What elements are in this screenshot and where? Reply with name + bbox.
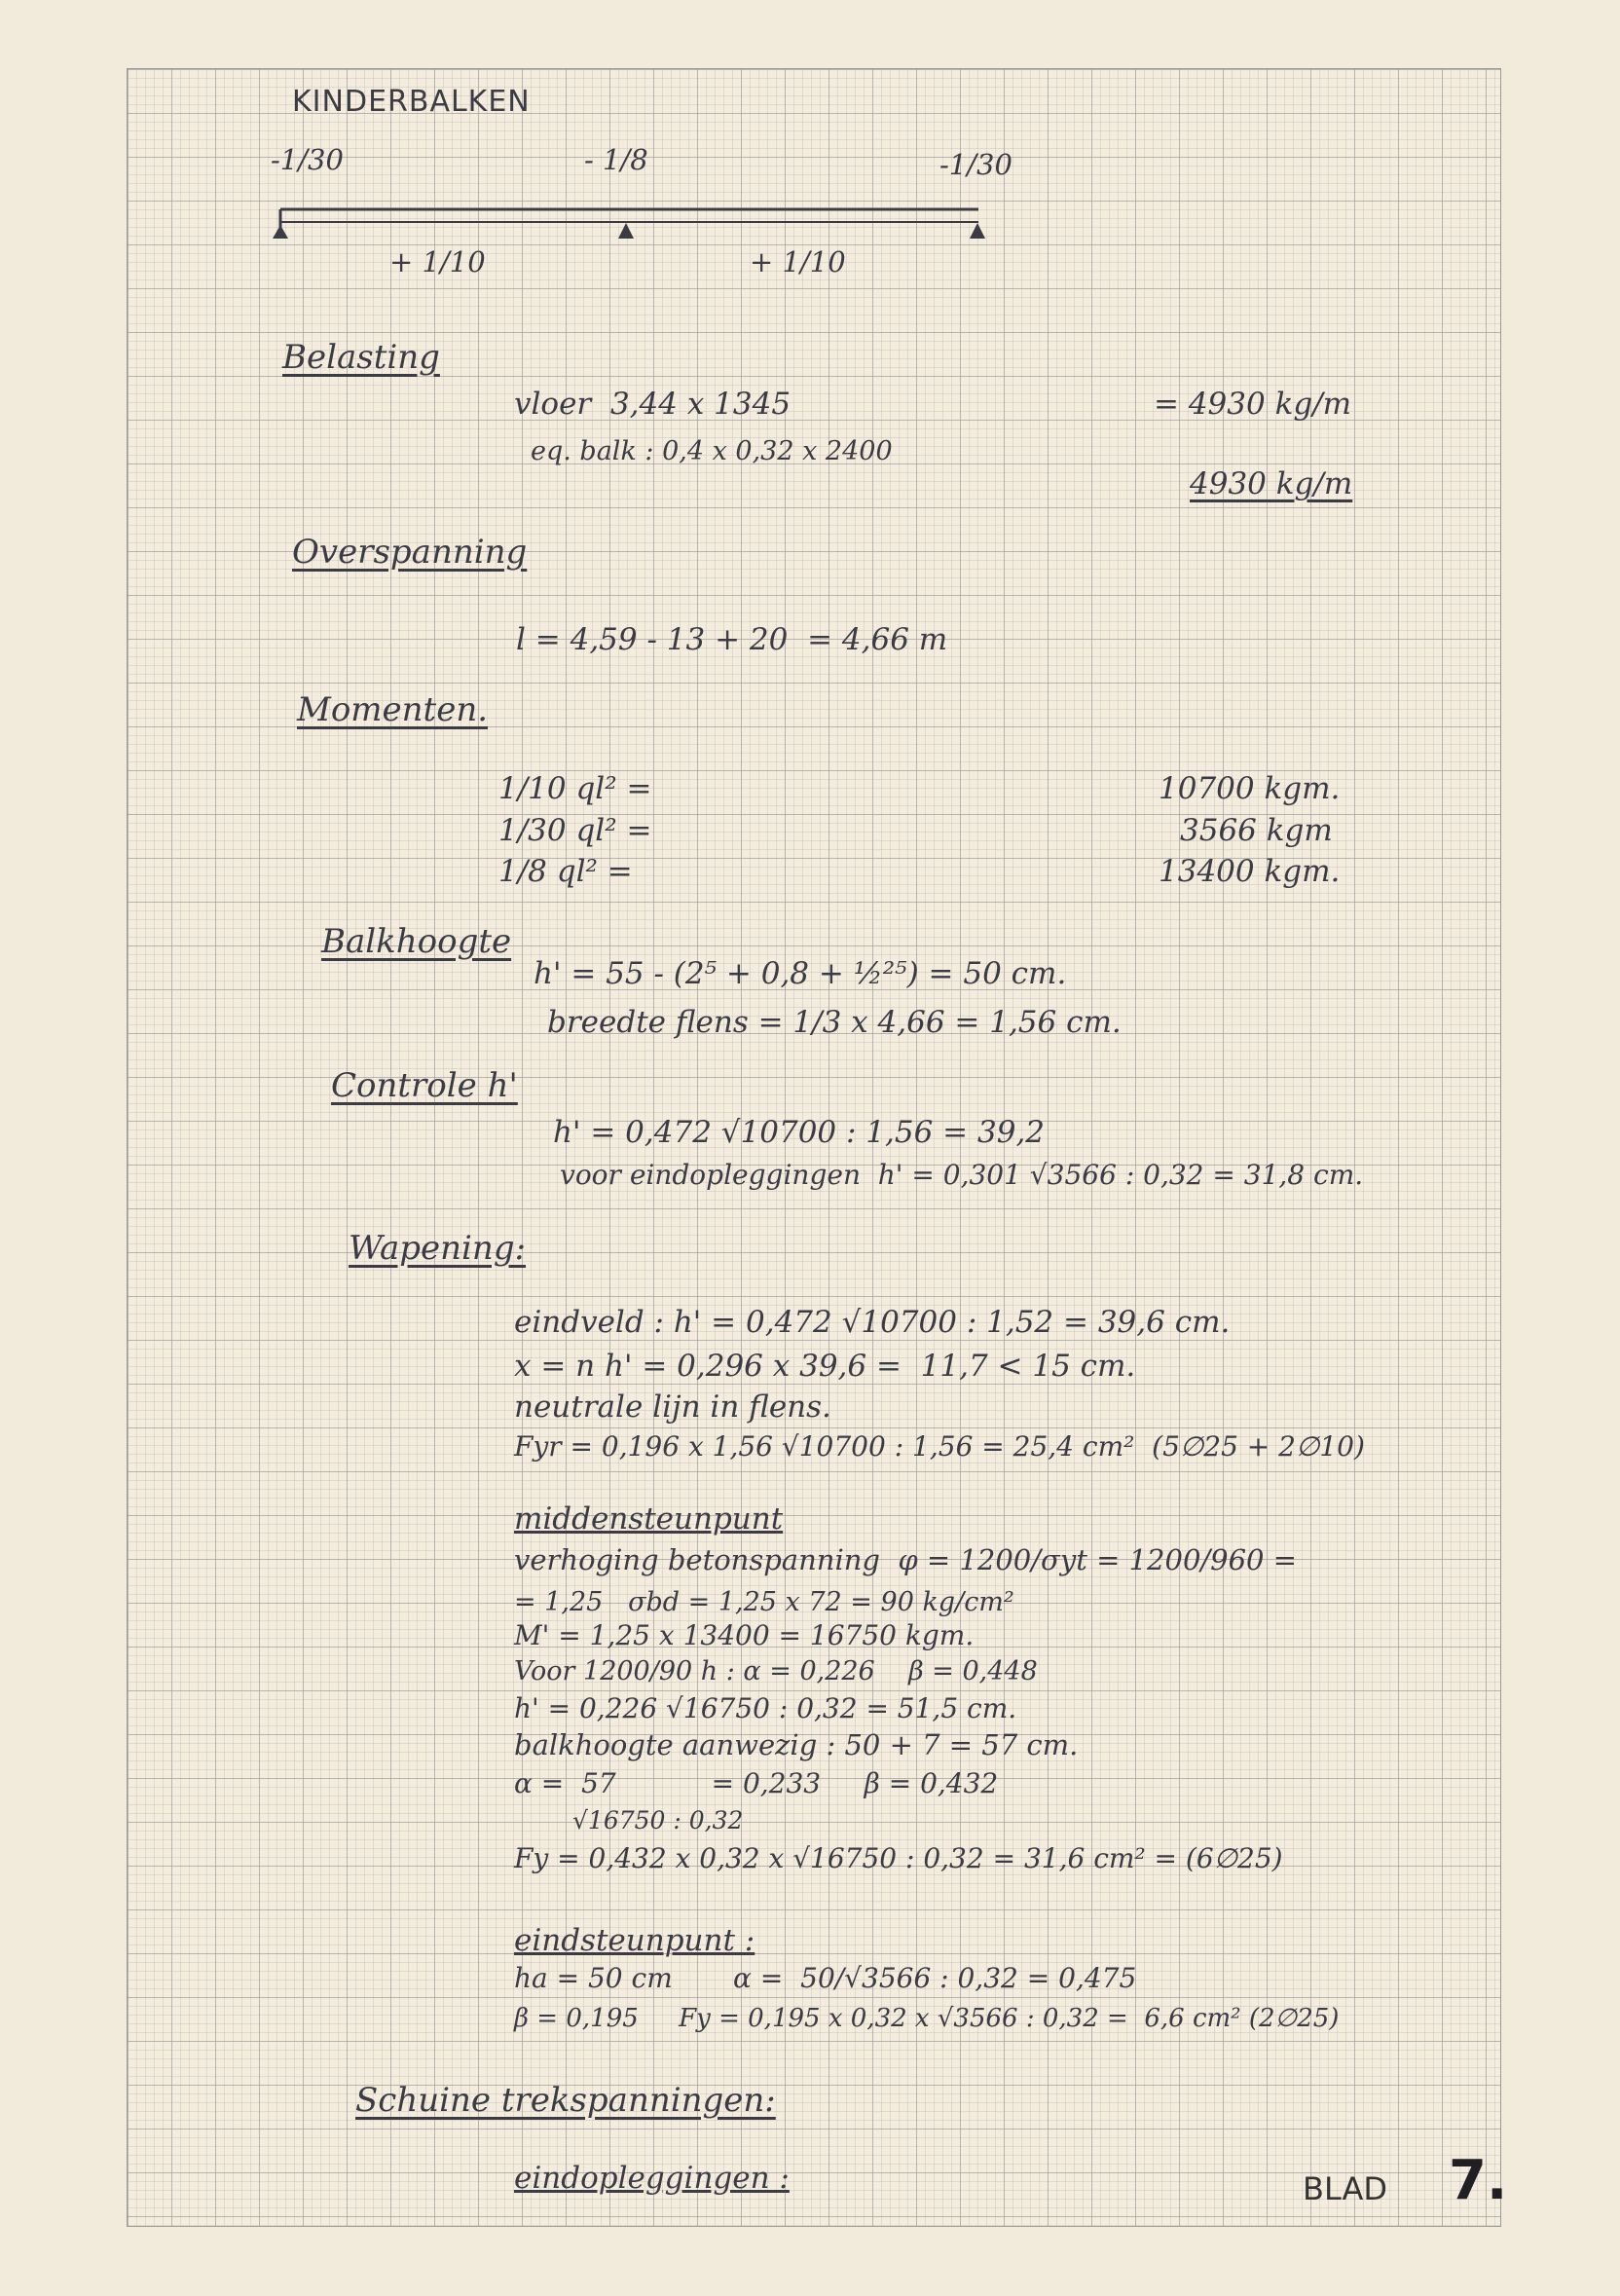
eindveld-line: neutrale lijn in flens.	[514, 1389, 831, 1425]
moment-row-label: 1/30 ql² =	[498, 813, 652, 848]
section-heading-belasting: Belasting	[282, 338, 440, 377]
midden-line: √16750 : 0,32	[572, 1806, 744, 1834]
moment-row-label: 1/10 ql² =	[498, 771, 652, 806]
belasting-result-1: = 4930 kg/m	[1154, 387, 1352, 422]
page-title: KINDERBALKEN	[292, 85, 531, 119]
eindveld-line: Fyr = 0,196 x 1,56 √10700 : 1,56 = 25,4 cm² (5∅25 + 2∅10)	[514, 1430, 1365, 1463]
midden-line: M' = 1,25 x 13400 = 16750 kgm.	[514, 1619, 975, 1651]
midden-line: Fy = 0,432 x 0,32 x √16750 : 0,32 = 31,6 cm² = (6∅25)	[514, 1842, 1283, 1874]
eind-line: β = 0,195 Fy = 0,195 x 0,32 x √3566 : 0,32 = 6,6 cm² (2∅25)	[514, 2004, 1340, 2033]
midden-line: h' = 0,226 √16750 : 0,32 = 51,5 cm.	[514, 1692, 1017, 1724]
belasting-line-2: eq. balk : 0,4 x 0,32 x 2400	[531, 436, 893, 466]
balkhoogte-line-1: h' = 55 - (2⁵ + 0,8 + ½²⁵) = 50 cm.	[534, 956, 1067, 991]
eindveld-line: x = n h' = 0,296 x 39,6 = 11,7 < 15 cm.	[514, 1349, 1136, 1384]
midden-line: middensteunpunt	[514, 1501, 784, 1537]
eind-line: eindsteunpunt :	[514, 1923, 755, 1958]
moment-row-label: 1/8 ql² =	[498, 854, 633, 889]
section-heading-momenten: Momenten.	[297, 690, 489, 729]
moment-label-right-support: -1/30	[939, 148, 1012, 181]
balkhoogte-line-2: breedte flens = 1/3 x 4,66 = 1,56 cm.	[547, 1005, 1122, 1040]
eindopleggingen-line: eindopleggingen :	[514, 2161, 790, 2196]
blad-label: BLAD	[1303, 2170, 1388, 2207]
moment-label-left-support: -1/30	[271, 143, 344, 176]
section-heading-overspanning: Overspanning	[292, 533, 528, 572]
controle-line-2: voor eindopleggingen h' = 0,301 √3566 : 0,32 = 31,8 cm.	[560, 1159, 1364, 1191]
section-heading-wapening: Wapening:	[349, 1229, 527, 1268]
overspanning-line: l = 4,59 - 13 + 20 = 4,66 m	[516, 622, 948, 657]
moment-row-value: 10700 kgm.	[1159, 771, 1341, 806]
belasting-result-2: 4930 kg/m	[1190, 466, 1353, 501]
section-heading-schuine-trekspanningen: Schuine trekspanningen:	[355, 2081, 776, 2120]
belasting-line-1: vloer 3,44 x 1345	[514, 387, 792, 422]
moment-label-span-2: + 1/10	[750, 245, 846, 278]
midden-line: verhoging betonspanning φ = 1200/σyt = 1200/960 =	[514, 1543, 1298, 1576]
midden-line: α = 57 = 0,233 β = 0,432	[514, 1767, 999, 1799]
support-right	[970, 223, 985, 239]
moment-row-value: 3566 kgm	[1180, 813, 1333, 848]
support-middle	[618, 223, 634, 239]
midden-line: Voor 1200/90 h : α = 0,226 β = 0,448	[514, 1656, 1038, 1686]
page-number: 7.	[1449, 2149, 1508, 2212]
section-heading-controle: Controle h'	[331, 1066, 518, 1105]
moment-label-span-1: + 1/10	[389, 245, 486, 278]
moment-label-middle-support: - 1/8	[584, 143, 648, 176]
continuous-beam-diagram	[263, 195, 1003, 273]
eindveld-line: eindveld : h' = 0,472 √10700 : 1,52 = 39,6 cm.	[514, 1305, 1231, 1340]
support-left	[273, 225, 288, 239]
section-heading-balkhoogte: Balkhoogte	[321, 922, 512, 961]
controle-line-1: h' = 0,472 √10700 : 1,56 = 39,2	[553, 1115, 1046, 1150]
midden-line: balkhoogte aanwezig : 50 + 7 = 57 cm.	[514, 1728, 1079, 1761]
eind-line: ha = 50 cm α = 50/√3566 : 0,32 = 0,475	[514, 1962, 1137, 1994]
moment-row-value: 13400 kgm.	[1159, 854, 1341, 889]
midden-line: = 1,25 σbd = 1,25 x 72 = 90 kg/cm²	[514, 1587, 1014, 1617]
